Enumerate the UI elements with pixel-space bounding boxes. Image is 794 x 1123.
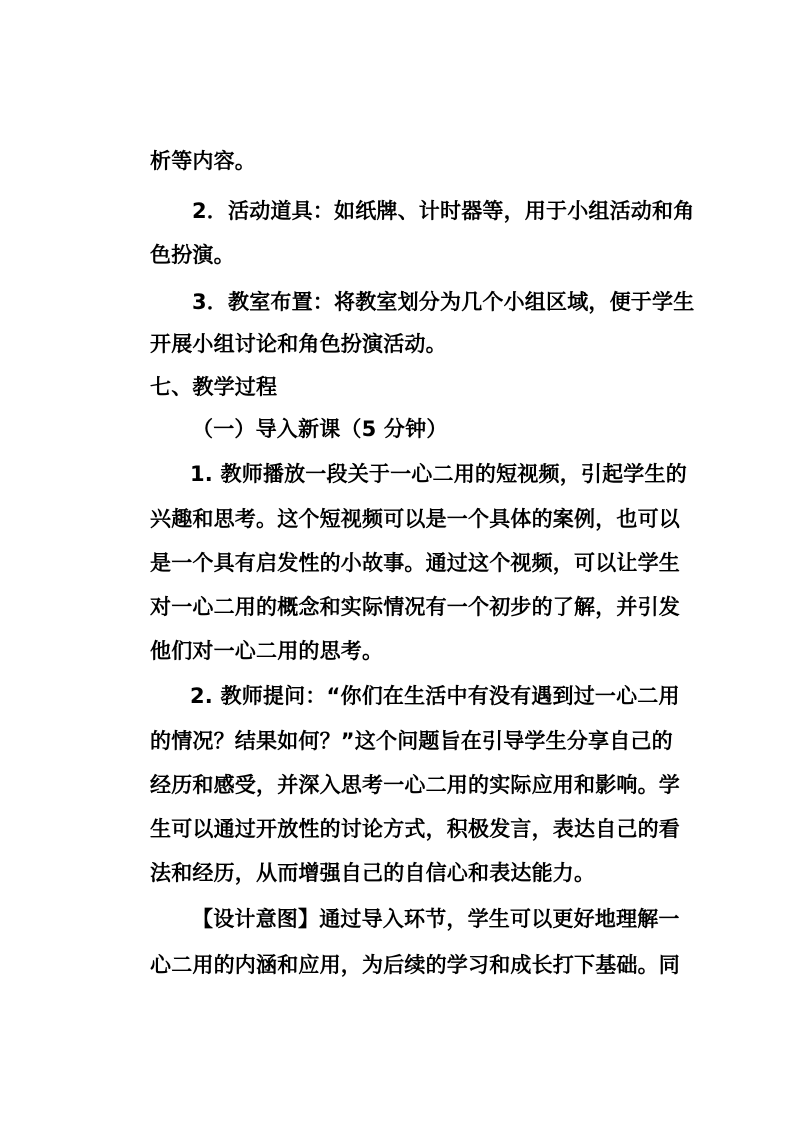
text-line: 法和经历，从而增强自己的自信心和表达能力。 [150,861,596,885]
text-line: 生可以通过开放性的讨论方式，积极发言，表达自己的看 [150,817,680,841]
list-item-props: 2．活动道具：如纸牌、计时器等，用于小组活动和角 [192,199,695,223]
list-item-question: 2. 教师提问：“你们在生活中有没有遇到过一心二用 [190,684,680,708]
text-line: 析等内容。 [150,149,256,173]
text-line: 开展小组讨论和角色扮演活动。 [150,332,447,356]
text-line: 兴趣和思考。这个短视频可以是一个具体的案例，也可以 [150,507,680,531]
subsection-heading: （一）导入新课（5 分钟） [192,417,448,441]
text-line: 是一个具有启发性的小故事。通过这个视频，可以让学生 [150,551,680,575]
list-item-video: 1. 教师播放一段关于一心二用的短视频，引起学生的 [190,462,687,486]
text-line: 经历和感受，并深入思考一心二用的实际应用和影响。学 [150,773,680,797]
list-item-classroom: 3．教室布置：将教室划分为几个小组区域，便于学生 [192,290,695,314]
text-line: 的情况？结果如何？”这个问题旨在引导学生分享自己的 [150,729,673,753]
design-intent-line: 【设计意图】通过导入环节，学生可以更好地理解一 [192,907,680,931]
text-line: 他们对一心二用的思考。 [150,639,384,663]
text-line: 对一心二用的概念和实际情况有一个初步的了解，并引发 [150,595,680,619]
text-line: 色扮演。 [150,243,235,267]
text-line: 心二用的内涵和应用，为后续的学习和成长打下基础。同 [150,953,680,977]
section-heading: 七、教学过程 [150,375,278,399]
